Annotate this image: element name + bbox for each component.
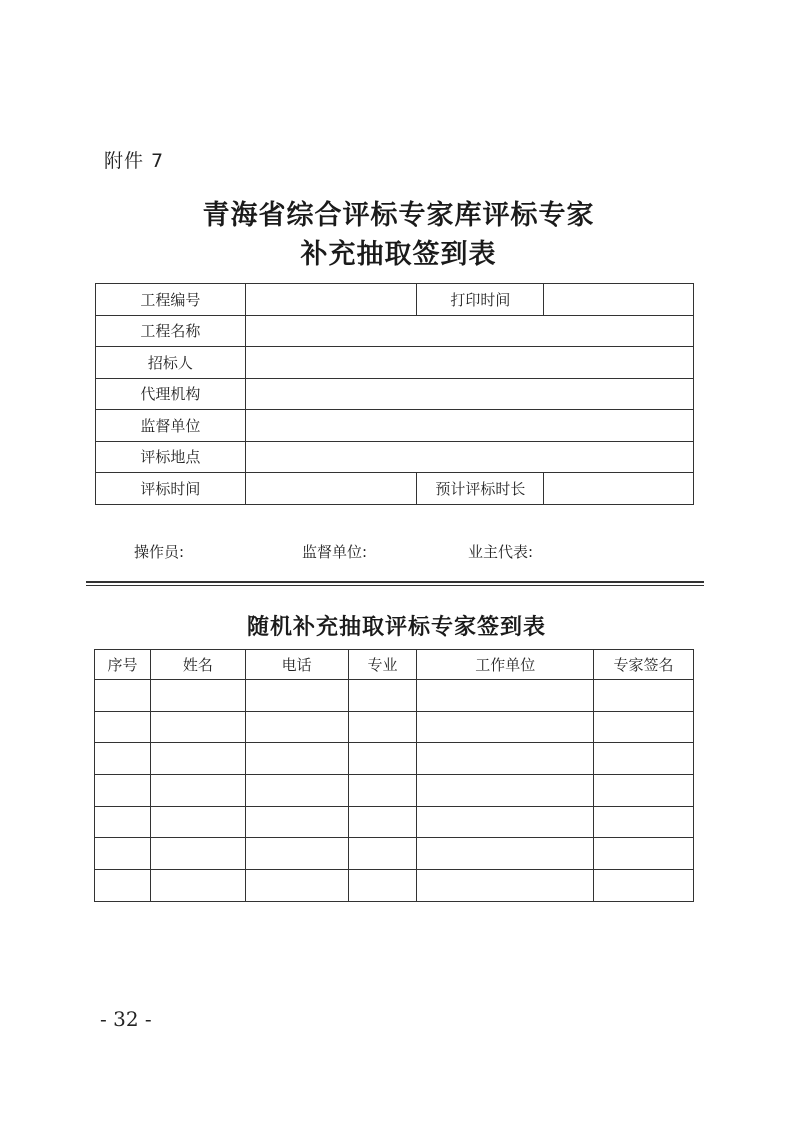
phone-cell[interactable]: [245, 775, 348, 807]
table-row: [95, 711, 694, 743]
employer-cell[interactable]: [417, 711, 594, 743]
signature-cell[interactable]: [594, 870, 694, 902]
employer-cell[interactable]: [417, 743, 594, 775]
supervisor-value[interactable]: [245, 410, 693, 442]
employer-cell[interactable]: [417, 775, 594, 807]
signature-cell[interactable]: [594, 711, 694, 743]
expected-duration-label: 预计评标时长: [417, 473, 544, 505]
sign-in-table-title: 随机补充抽取评标专家签到表: [246, 614, 546, 640]
employer-cell[interactable]: [417, 838, 594, 870]
table-row: [95, 680, 694, 712]
location-value[interactable]: [245, 441, 693, 473]
index-cell[interactable]: [95, 680, 151, 712]
eval-time-label: 评标时间: [96, 473, 246, 505]
phone-cell[interactable]: [245, 711, 348, 743]
header-signature: 专家签名: [594, 650, 694, 680]
divider-line: [86, 585, 704, 586]
project-number-value[interactable]: [245, 284, 417, 316]
table-row: [95, 743, 694, 775]
table-row: [95, 775, 694, 807]
document-title-line-2: 补充抽取签到表: [300, 239, 497, 270]
phone-cell[interactable]: [245, 838, 348, 870]
expected-duration-value[interactable]: [544, 473, 694, 505]
owner-rep-label: 业主代表:: [468, 543, 534, 561]
phone-cell[interactable]: [245, 680, 348, 712]
location-label: 评标地点: [96, 441, 246, 473]
signature-cell[interactable]: [594, 806, 694, 838]
supervisor-label: 监督单位: [96, 410, 246, 442]
name-cell[interactable]: [150, 870, 245, 902]
employer-cell[interactable]: [417, 680, 594, 712]
header-index: 序号: [95, 650, 151, 680]
signature-cell[interactable]: [594, 743, 694, 775]
project-info-table: [95, 283, 694, 505]
signature-cell[interactable]: [594, 775, 694, 807]
expert-sign-in-table: [94, 649, 694, 902]
header-phone: 电话: [245, 650, 348, 680]
header-specialty: 专业: [348, 650, 417, 680]
index-cell[interactable]: [95, 775, 151, 807]
tenderer-label: 招标人: [96, 347, 246, 379]
agency-label: 代理机构: [96, 378, 246, 410]
specialty-cell[interactable]: [348, 711, 417, 743]
name-cell[interactable]: [150, 680, 245, 712]
page-number: - 32 -: [100, 1007, 152, 1031]
index-cell[interactable]: [95, 870, 151, 902]
operator-label: 操作员:: [134, 543, 185, 561]
index-cell[interactable]: [95, 743, 151, 775]
print-time-value[interactable]: [544, 284, 694, 316]
project-name-label: 工程名称: [96, 315, 246, 347]
signature-cell[interactable]: [594, 680, 694, 712]
supervisor-sign-label: 监督单位:: [302, 543, 368, 561]
employer-cell[interactable]: [417, 870, 594, 902]
specialty-cell[interactable]: [348, 806, 417, 838]
sign-table-body: [95, 680, 694, 902]
specialty-cell[interactable]: [348, 775, 417, 807]
phone-cell[interactable]: [245, 806, 348, 838]
specialty-cell[interactable]: [348, 743, 417, 775]
name-cell[interactable]: [150, 806, 245, 838]
print-time-label: 打印时间: [417, 284, 544, 316]
header-employer: 工作单位: [417, 650, 594, 680]
phone-cell[interactable]: [245, 870, 348, 902]
specialty-cell[interactable]: [348, 870, 417, 902]
name-cell[interactable]: [150, 743, 245, 775]
agency-value[interactable]: [245, 378, 693, 410]
phone-cell[interactable]: [245, 743, 348, 775]
employer-cell[interactable]: [417, 806, 594, 838]
table-row: [95, 838, 694, 870]
project-number-label: 工程编号: [96, 284, 246, 316]
divider-line: [86, 581, 704, 583]
index-cell[interactable]: [95, 838, 151, 870]
index-cell[interactable]: [95, 806, 151, 838]
index-cell[interactable]: [95, 711, 151, 743]
name-cell[interactable]: [150, 711, 245, 743]
eval-time-value[interactable]: [245, 473, 417, 505]
name-cell[interactable]: [150, 775, 245, 807]
tenderer-value[interactable]: [245, 347, 693, 379]
specialty-cell[interactable]: [348, 838, 417, 870]
attachment-label: 附件 7: [104, 150, 165, 172]
table-row: [95, 806, 694, 838]
specialty-cell[interactable]: [348, 680, 417, 712]
table-row: [95, 870, 694, 902]
name-cell[interactable]: [150, 838, 245, 870]
signature-cell[interactable]: [594, 838, 694, 870]
project-name-value[interactable]: [245, 315, 693, 347]
header-name: 姓名: [150, 650, 245, 680]
document-title-line-1: 青海省综合评标专家库评标专家: [202, 200, 595, 231]
